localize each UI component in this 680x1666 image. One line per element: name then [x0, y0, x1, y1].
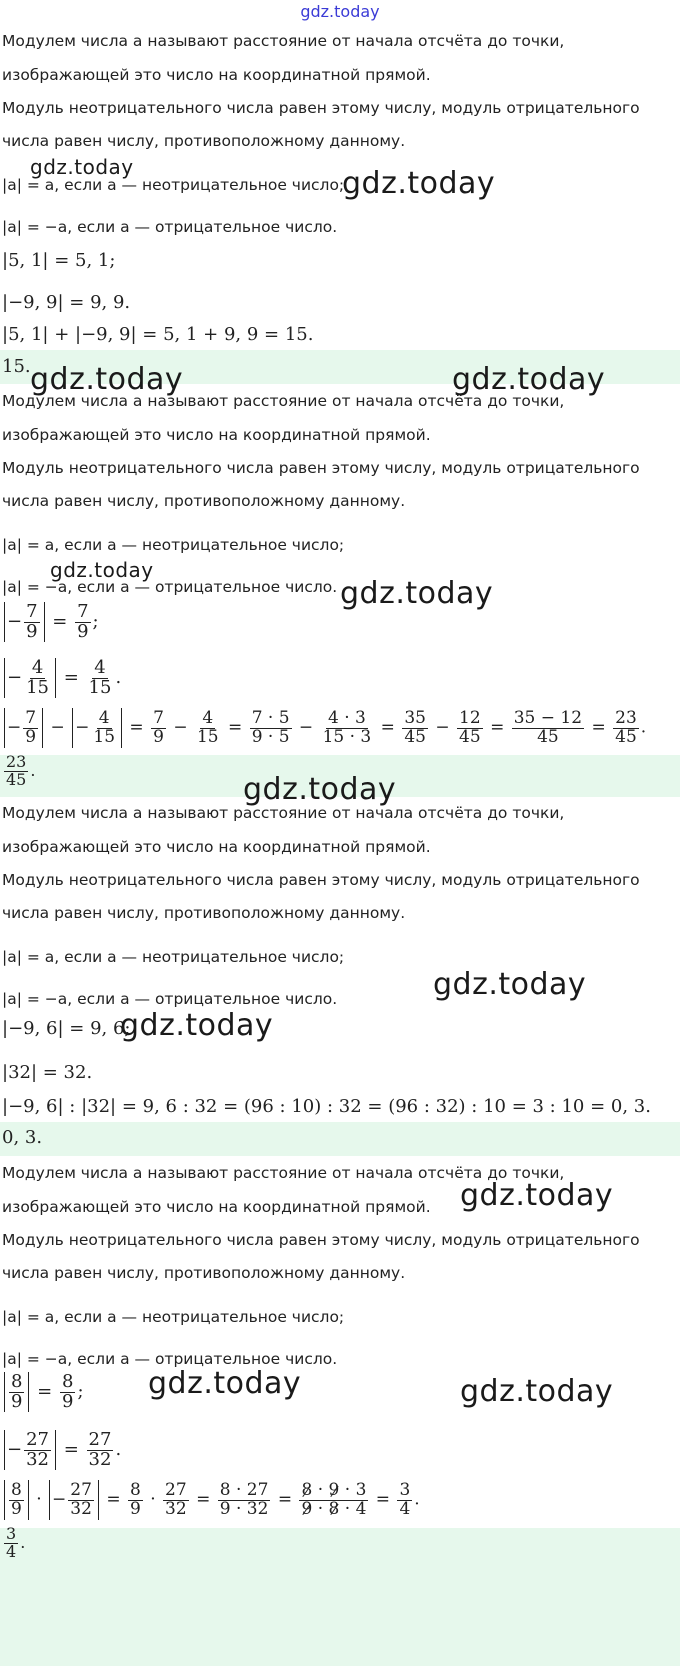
answer-band: [0, 1122, 680, 1156]
watermark: gdz.today: [460, 1178, 614, 1213]
math-line: − $\frac{27}{32}$ = $\frac{27}{32}$ .: [2, 1430, 121, 1470]
answer-band: [0, 1524, 680, 1666]
definition-line: Модулем числа a называют расстояние от начала отсчёта до точки,: [2, 32, 565, 50]
definition-line: Модуль неотрицательного числа равен этому числу, модуль отрицательного: [2, 459, 640, 477]
definition-line: числа равен числу, противоположному данному.: [2, 492, 406, 510]
definition-line: числа равен числу, противоположному данному.: [2, 904, 406, 922]
watermark: gdz.today: [460, 1374, 614, 1409]
definition-line: Модулем числа a называют расстояние от начала отсчёта до точки,: [2, 804, 565, 822]
watermark: gdz.today: [243, 772, 397, 807]
watermark: gdz.today: [342, 166, 496, 201]
math-line: $\frac{8}{9}$ · − $\frac{27}{32}$ = $\frac{8}{9}$ · $\frac{27}{32}$ = $\frac{8 \cdot 27}{9 \cdot 32}$ = $\frac{8 \cdot 9 \cdot 3}{9 \cdot 8 \cdot 4}$ = $\frac{3}{4}$ .: [2, 1480, 420, 1520]
definition-line: изображающей это число на координатной прямой.: [2, 426, 431, 444]
definition-line: изображающей это число на координатной прямой.: [2, 838, 431, 856]
math-line: |−9, 9| = 9, 9.: [2, 292, 131, 313]
rule-negative: |a| = −a, если a — отрицательное число.: [2, 218, 338, 236]
rule-positive: |a| = a, если a — неотрицательное число;: [2, 948, 345, 966]
watermark: gdz.today: [148, 1366, 302, 1401]
watermark: gdz.today: [30, 362, 184, 397]
watermark: gdz.today: [120, 1008, 274, 1043]
math-line: |−9, 6| = 9, 6;: [2, 1018, 131, 1039]
definition-line: изображающей это число на координатной прямой.: [2, 1198, 431, 1216]
answer: $\frac{3}{4}$ .: [6, 1524, 26, 1561]
definition-line: Модуль неотрицательного числа равен этому числу, модуль отрицательного: [2, 99, 640, 117]
site-header: gdz.today: [300, 2, 380, 21]
watermark: gdz.today: [433, 967, 587, 1002]
watermark: gdz.today: [452, 362, 606, 397]
math-line: − $\frac{7}{9}$ − − $\frac{4}{15}$ = $\frac{7}{9}$ − $\frac{4}{15}$ = $\frac{7 \cdot 5}{9 \cdot 5}$ − $\frac{4 \cdot 3}{15 \cdot 3}$ = $\frac{35}{45}$ − $\frac{12}{45}$ = $\frac{35 - 12}{45}$ = $\frac{23}{45}$ .: [2, 708, 646, 748]
definition-line: изображающей это число на координатной прямой.: [2, 66, 431, 84]
watermark: gdz.today: [50, 558, 154, 582]
math-line: − $\frac{4}{15}$ = $\frac{4}{15}$ .: [2, 658, 121, 698]
definition-line: Модуль неотрицательного числа равен этому числу, модуль отрицательного: [2, 1231, 640, 1249]
watermark: gdz.today: [340, 576, 494, 611]
definition-line: Модулем числа a называют расстояние от начала отсчёта до точки,: [2, 392, 565, 410]
rule-negative: |a| = −a, если a — отрицательное число.: [2, 1350, 338, 1368]
math-line: |5, 1| + |−9, 9| = 5, 1 + 9, 9 = 15.: [2, 324, 314, 345]
rule-positive: |a| = a, если a — неотрицательное число;: [2, 536, 345, 554]
math-line: |32| = 32.: [2, 1062, 93, 1083]
rule-positive: |a| = a, если a — неотрицательное число;: [2, 176, 345, 194]
definition-line: числа равен числу, противоположному данному.: [2, 1264, 406, 1282]
math-line: $\frac{8}{9}$ = $\frac{8}{9}$ ;: [2, 1372, 84, 1412]
rule-negative: |a| = −a, если a — отрицательное число.: [2, 990, 338, 1008]
answer: 0, 3.: [2, 1127, 43, 1148]
definition-line: Модуль неотрицательного числа равен этому числу, модуль отрицательного: [2, 871, 640, 889]
answer: $\frac{23}{45}$ .: [6, 752, 36, 789]
math-line: |−9, 6| : |32| = 9, 6 : 32 = (96 : 10) : 32 = (96 : 32) : 10 = 3 : 10 = 0, 3.: [2, 1096, 651, 1117]
math-line: − $\frac{7}{9}$ = $\frac{7}{9}$ ;: [2, 602, 99, 642]
rule-negative: |a| = −a, если a — отрицательное число.: [2, 578, 338, 596]
rule-positive: |a| = a, если a — неотрицательное число;: [2, 1308, 345, 1326]
answer: 15.: [2, 356, 31, 377]
math-line: |5, 1| = 5, 1;: [2, 250, 116, 271]
watermark: gdz.today: [30, 155, 134, 179]
definition-line: числа равен числу, противоположному данному.: [2, 132, 406, 150]
definition-line: Модулем числа a называют расстояние от начала отсчёта до точки,: [2, 1164, 565, 1182]
